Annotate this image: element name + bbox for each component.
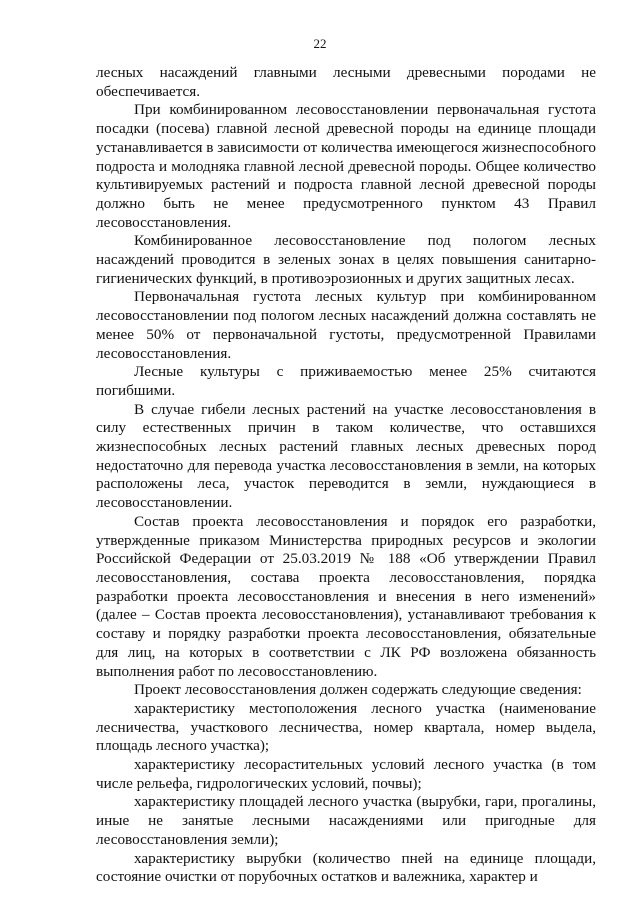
- paragraph-8: Проект лесовосстановления должен содержать следующие сведения:: [134, 681, 582, 699]
- paragraph-5: Лесные культуры с приживаемостью менее 25% считаются погибшими.: [96, 363, 596, 399]
- page-number: 22: [313, 36, 327, 51]
- paragraph-9: характеристику местоположения лесного участка (наименование лесничества, участкового лесничества, номер квартала, номер выдела, площадь лесного участка);: [96, 699, 596, 755]
- paragraph-3: Комбинированное лесовосстановление под пологом лесных насаждений проводится в зеленых зонах в целях повышения санитарно-гигиенических функций, в противоэрозионных и других защитных лесах.: [96, 232, 596, 287]
- paragraph-7: Состав проекта лесовосстановления и порядок его разработки, утвержденные приказом Министерства природных ресурсов и экологии Российской Федерации от 25.03.2019 № 188 «Об утверждении Правил лесовосстановления, состава проекта лесовосстановления, порядка разработки проекта лесовосстановления и внесения в него изменений» (далее – Состав проекта лесовосстановления), устанавливают требования к составу и порядку разработки проекта лесовосстановления, обязательные для лиц, на которых в соответствии с ЛК РФ возложена обязанность выполнения работ по лесовосстановлению.: [96, 512, 596, 680]
- paragraph-12: характеристику вырубки (количество пней на единице площади, состояние очистки от порубочных остатков и валежника, характер и: [96, 849, 596, 886]
- paragraph-4: Первоначальная густота лесных культур при комбинированном лесовосстановлении под пологом лесных насаждений должна составлять не менее 50% от первоначальной густоты, предусмотренной Правилами лесовосстановления.: [96, 288, 596, 362]
- paragraph-6: В случае гибели лесных растений на участке лесовосстановления в силу естественных причин в таком количестве, что оставшихся жизнеспособных лесных растений главных лесных древесных пород недостаточно для перевода участка лесовосстановления в земли, на которых расположены леса, участок переводится в земли, нуждающиеся в лесовосстановлении.: [96, 400, 596, 512]
- paragraph-1: лесных насаждений главными лесными древесными породами не обеспечивается.: [96, 64, 596, 100]
- document-body: [96, 64, 596, 887]
- paragraph-10: характеристику лесорастительных условий лесного участка (в том числе рельефа, гидрологических условий, почвы);: [96, 756, 596, 792]
- paragraph-2: При комбинированном лесовосстановлении первоначальная густота посадки (посева) главной лесной древесной породы на единице площади устанавливается в зависимости от количества имеющегося жизнеспособного подроста и молодняка главной лесной древесной породы. Общее количество культивируемых растений и подроста главной лесной древесной породы должно быть не менее предусмотренного пунктом 43 Правил лесовосстановления.: [96, 101, 596, 231]
- paragraph-11: характеристику площадей лесного участка (вырубки, гари, прогалины, иные не занятые лесными насаждениями или пригодные для лесовосстановления земли);: [96, 793, 596, 848]
